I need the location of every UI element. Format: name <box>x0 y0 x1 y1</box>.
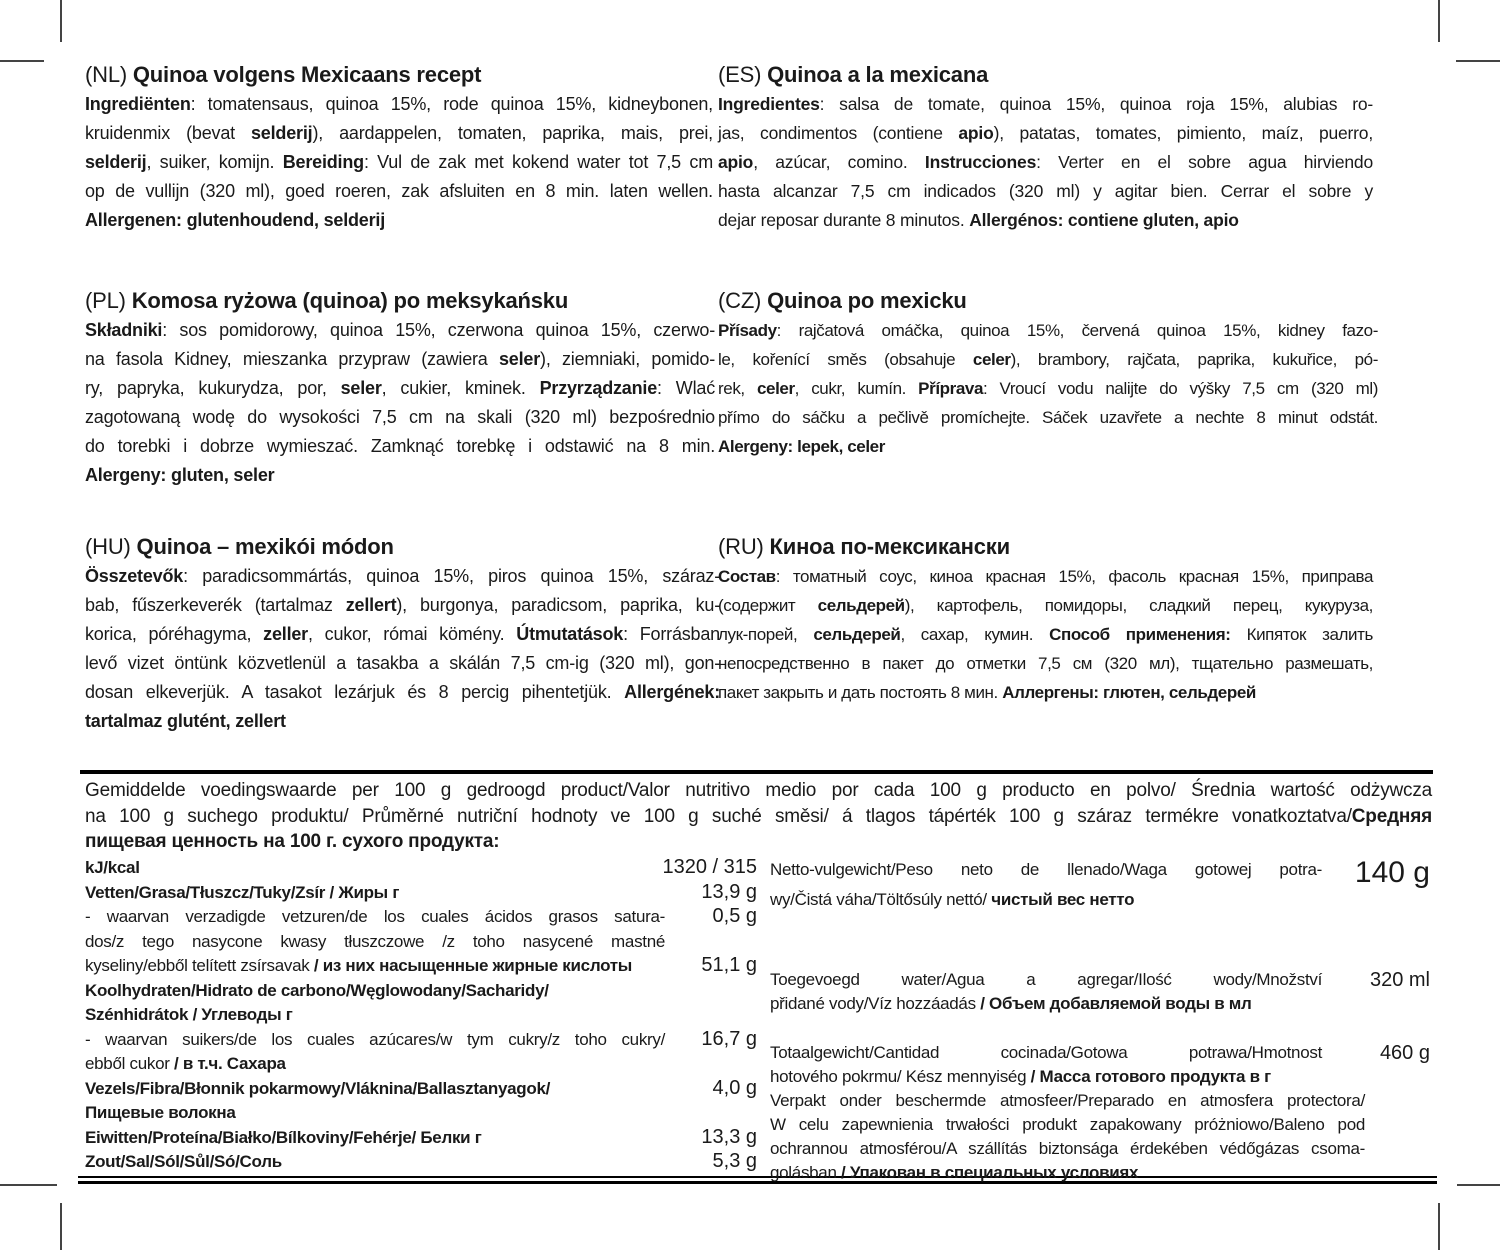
nutrient-label <box>85 1052 665 1077</box>
bold-text: Vezels/Fibra/Błonnik pokarmowy/Vláknina/Ballasztanyagok/ <box>85 1078 551 1098</box>
text-line <box>85 678 720 707</box>
text: Gemiddelde voedingswaarde per 100 g gedroogd product/Valor nutritivo medio por cada 100 g producto en polvo/ Średnia wartość odżywcza <box>85 780 1432 801</box>
bold-text: apio <box>958 123 994 143</box>
product-title: Киноа по-мексикански <box>769 534 1010 559</box>
section-nl <box>85 60 713 235</box>
bold-text: / Упакован в специальных условиях <box>841 1163 1139 1182</box>
info-row <box>770 1137 1430 1161</box>
text-line <box>85 90 713 119</box>
info-block <box>770 858 1430 912</box>
nutrient-row <box>85 905 757 930</box>
text-line <box>85 562 720 591</box>
product-title: Quinoa po mexicku <box>767 288 967 313</box>
text-line <box>85 649 720 678</box>
text-line <box>718 119 1373 148</box>
text: ), patatas, tomates, pimiento, maíz, puerro, <box>993 123 1373 143</box>
section-heading <box>718 532 1373 562</box>
bold-text: Alergeny: gluten, seler <box>85 465 275 485</box>
section-ru <box>718 532 1373 707</box>
info-label <box>770 858 1322 882</box>
info-label <box>770 968 1322 992</box>
nutrient-label <box>85 1003 665 1028</box>
product-title: Quinoa – mexikói módon <box>136 534 394 559</box>
text: op de vullijn (320 ml), goed roeren, zak afsluiten en 8 min. laten wellen. <box>85 181 713 201</box>
bold-text: Vetten/Grasa/Tłuszcz/Tuky/Zsír / Жиры г <box>85 882 400 902</box>
bold-text: Przyrządzanie <box>539 378 658 398</box>
text-line <box>718 206 1373 235</box>
nutrient-value: 13,9 g <box>701 880 757 903</box>
nutrition-header <box>85 778 1432 855</box>
nutrient-value: 13,3 g <box>701 1125 757 1148</box>
language-code: (CZ) <box>718 288 768 313</box>
text-line <box>85 345 715 374</box>
info-label <box>770 992 1322 1016</box>
section-heading <box>718 286 1378 316</box>
text-line <box>85 707 720 736</box>
bold-text: пищевая ценность на 100 г. сухого продукта: <box>85 831 500 852</box>
nutrient-row <box>85 1126 757 1151</box>
nutrient-row <box>85 1052 757 1077</box>
text: : Forrásban <box>623 624 720 644</box>
text-line <box>718 90 1373 119</box>
nutrient-label <box>85 1101 665 1126</box>
bold-text: Koolhydraten/Hidrato de carbono/Węglowodany/Sacharidy/ <box>85 980 549 1000</box>
text-line <box>718 649 1373 678</box>
text: le, kořenící směs (obsahuje <box>718 350 973 369</box>
text: dosan elkeverjük. A tasakot lezárjuk és 8 percig pihentetjük. <box>85 682 625 702</box>
text: W celu zapewnienia trwałości produkt zapakowany próżniowo/Baleno pod <box>770 1115 1365 1134</box>
cropmark-top-left-h <box>0 60 44 62</box>
nutrient-row <box>85 1150 757 1175</box>
bold-text: zellert <box>345 595 397 615</box>
nutrition-top-rule <box>80 770 1433 774</box>
bold-text: Zout/Sal/Sól/Sůl/Só/Соль <box>85 1152 282 1171</box>
nutrient-row <box>85 856 757 881</box>
text-line <box>85 461 715 490</box>
info-value: 460 g <box>1379 1042 1430 1064</box>
text: ), aardappelen, tomaten, paprika, mais, prei, <box>312 123 713 143</box>
bold-text: Składniki <box>85 320 163 340</box>
info-row <box>770 1161 1430 1185</box>
text-line <box>85 620 720 649</box>
text: ), burgonya, paradicsom, paprika, ku- <box>396 595 720 615</box>
cropmark-top-left-v <box>60 0 62 42</box>
bold-text: Příprava <box>918 379 984 398</box>
text: Totaalgewicht/Cantidad cocinada/Gotowa potrawa/Hmotnost <box>770 1043 1322 1062</box>
text: hasta alcanzar 7,5 cm indicados (320 ml) y agitar bien. Cerrar el sobre y <box>718 181 1373 201</box>
product-title: Komosa ryżowa (quinoa) po meksykańsku <box>131 288 569 313</box>
text: Toegevoegd water/Agua a agregar/Ilość wody/Množství <box>770 970 1322 989</box>
text: Кипяток залить <box>1230 625 1373 644</box>
nutrient-label <box>85 1126 665 1151</box>
cropmark-top-right-h <box>1456 60 1500 62</box>
info-row <box>770 1089 1430 1113</box>
nutrient-row <box>85 1003 757 1028</box>
bold-text: / Масса готового продукта в г <box>1030 1067 1271 1086</box>
text: přímo do sáčku a pečlivě promíchejte. Sáček uzavřete a nechte 8 minut odstát. <box>718 408 1378 427</box>
text: : Vul de zak met kokend water tot 7,5 cm <box>363 152 713 172</box>
info-label <box>770 1089 1365 1113</box>
text: Verpakt onder beschermde atmosfeer/Preparado en atmosfera protectora/ <box>770 1091 1365 1110</box>
info-label <box>770 888 1322 912</box>
section-heading <box>718 60 1373 90</box>
bold-text: / Объем добавляемой воды в мл <box>980 994 1252 1013</box>
section-cz <box>718 286 1378 461</box>
nutrient-value: 1320 / 315 <box>662 856 757 878</box>
text: Netto-vulgewicht/Peso neto de llenado/Waga gotowej potra- <box>770 860 1322 879</box>
nutrient-label <box>85 1077 665 1102</box>
nutrient-value: 16,7 g <box>701 1027 757 1050</box>
nutrient-row <box>85 954 757 979</box>
text: rek, <box>718 379 757 398</box>
text-line <box>718 678 1373 707</box>
text: do torebki i dobrze wymieszać. Zamknąć torebkę i odstawić na 8 min. <box>85 436 715 456</box>
text: bab, fűszerkeverék (tartalmaz <box>85 595 346 615</box>
weights-and-packaging <box>770 858 1430 1185</box>
bold-text: Allergenen: glutenhoudend, selderij <box>85 210 386 230</box>
text: , azúcar, comino. <box>753 152 925 172</box>
info-label <box>770 1137 1365 1161</box>
bold-text: Ingredientes <box>718 94 820 114</box>
text: hotového pokrmu/ Kész mennyiség <box>770 1067 1031 1086</box>
text: dos/z tego nasycone kwasy tłuszczowe /z toho nasycené mastné <box>85 931 665 951</box>
info-row <box>770 858 1430 888</box>
nutrient-label <box>85 881 665 906</box>
text: , cukor, római kömény. <box>308 624 517 644</box>
text: ), ziemniaki, pomido- <box>540 349 715 369</box>
nutrient-label <box>85 1150 665 1175</box>
text: ), brambory, rajčata, paprika, kukuřice, pó- <box>1010 350 1378 369</box>
bold-text: сельдерей <box>813 625 901 644</box>
text: levő vizet öntünk közvetlenül a tasakba a skálán 7,5 cm-ig (320 ml), gon- <box>85 653 720 673</box>
text-line <box>718 374 1378 403</box>
section-hu <box>85 532 720 736</box>
bold-text: / в т.ч. Сахара <box>174 1054 286 1073</box>
bold-text: Bereiding <box>282 152 364 172</box>
bold-text: Пищевые волокна <box>85 1103 236 1122</box>
nutrient-label <box>85 979 665 1004</box>
section-heading <box>85 532 720 562</box>
language-code: (PL) <box>85 288 132 313</box>
text: : томатный соус, киноа красная 15%, фасоль красная 15%, приправа <box>775 567 1373 586</box>
bold-text: Allergénos: contiene gluten, apio <box>969 210 1239 230</box>
text-line <box>85 374 715 403</box>
text-line <box>718 432 1378 461</box>
bold-text: Szénhidrátok / Углеводы г <box>85 1005 293 1024</box>
bold-text: celer <box>756 379 795 398</box>
text-line <box>85 119 713 148</box>
section-heading <box>85 286 715 316</box>
bold-text: Alergeny: lepek, celer <box>718 437 885 456</box>
bold-text: Аллергены: глютен, сельдерей <box>1002 683 1256 702</box>
info-label <box>770 1113 1365 1137</box>
text: ebből cukor <box>85 1054 175 1073</box>
nutrient-value: 0,5 g <box>712 905 757 927</box>
text-line <box>85 206 713 235</box>
text: na fasola Kidney, mieszanka przypraw (zawiera <box>85 349 499 369</box>
info-label <box>770 1161 1365 1185</box>
text: ry, papryka, kukurydza, por, <box>85 378 341 398</box>
bold-text: Состав <box>718 567 776 586</box>
nutrient-label <box>85 1028 665 1053</box>
text: - waarvan verzadigde vetzuren/de los cuales ácidos grasos satura- <box>85 907 665 926</box>
text: kyseliny/ebből telített zsírsavak <box>85 956 314 975</box>
text: , cukr, kumín. <box>794 379 919 398</box>
text: непосредственно в пакет до отметки 7,5 см (320 мл), тщательно размешать, <box>718 654 1373 673</box>
info-row <box>770 1065 1430 1089</box>
bold-text: Útmutatások <box>516 624 624 644</box>
text: : salsa de tomate, quinoa 15%, quinoa roja 15%, alubias ro- <box>819 94 1373 114</box>
language-code: (RU) <box>718 534 770 559</box>
nutrient-value: 5,3 g <box>712 1150 757 1172</box>
text: jas, condimentos (contiene <box>718 123 959 143</box>
text-line <box>85 403 715 432</box>
nutrition-header-line <box>85 804 1432 830</box>
bold-text: seler <box>340 378 382 398</box>
nutrient-row <box>85 979 757 1004</box>
text-line <box>85 316 715 345</box>
nutrient-label <box>85 856 662 881</box>
text: , suiker, komijn. <box>146 152 283 172</box>
nutrient-row <box>85 1077 757 1102</box>
bold-text: selderij <box>251 123 313 143</box>
text: wy/Čistá váha/Töltősúly nettó/ <box>770 890 992 909</box>
text: ochrannou atmosférou/A szállítás biztonsága érdekében védőgázas csoma- <box>770 1139 1365 1158</box>
bold-text: Ingrediënten <box>85 94 191 114</box>
cropmark-bottom-left-h <box>0 1184 57 1186</box>
bold-text: Allergének: <box>624 682 720 702</box>
text: : sos pomidorowy, quinoa 15%, czerwona quinoa 15%, czerwo- <box>162 320 715 340</box>
cropmark-bottom-left-v <box>60 1203 62 1250</box>
nutrient-row <box>85 881 757 906</box>
text-line <box>85 591 720 620</box>
text: : paradicsommártás, quinoa 15%, piros quinoa 15%, száraz- <box>183 566 720 586</box>
text: kruidenmix (bevat <box>85 123 251 143</box>
info-row <box>770 968 1430 992</box>
cropmark-bottom-right-v <box>1438 1203 1440 1250</box>
bold-text: seler <box>498 349 541 369</box>
text-line <box>85 432 715 461</box>
text: - waarvan suikers/de los cuales azúcares/w tym cukry/z toho cukry/ <box>85 1029 665 1049</box>
text-line <box>718 403 1378 432</box>
text: : Verter en el sobre agua hirviendo <box>1036 152 1373 172</box>
text-line <box>718 148 1373 177</box>
bold-text: Способ применения: <box>1049 625 1231 644</box>
info-label <box>770 1041 1322 1065</box>
info-row <box>770 992 1430 1016</box>
text-line <box>85 148 713 177</box>
bold-text: Instrucciones <box>924 152 1037 172</box>
text: dejar reposar durante 8 minutos. <box>718 210 970 230</box>
bold-text: celer <box>972 350 1011 369</box>
cropmark-top-right-v <box>1438 0 1440 42</box>
product-title: Quinoa volgens Mexicaans recept <box>132 62 482 87</box>
nutrient-row <box>85 930 757 955</box>
nutrition-table <box>85 856 757 1175</box>
bold-text: tartalmaz glutént, zellert <box>85 711 286 731</box>
nutrient-value: 4,0 g <box>712 1076 757 1099</box>
bold-text: Összetevők <box>85 566 184 586</box>
product-title: Quinoa a la mexicana <box>767 62 989 87</box>
text-line <box>718 620 1373 649</box>
text: лук-порей, <box>718 625 814 644</box>
text: : tomatensaus, quinoa 15%, rode quinoa 15%, kidneybonen, <box>190 94 713 114</box>
nutrient-label <box>85 954 665 979</box>
text: golásban <box>770 1163 842 1182</box>
bold-text: apio <box>718 152 754 172</box>
nutrient-row <box>85 1028 757 1053</box>
text-line <box>718 345 1378 374</box>
bold-text: сельдерей <box>817 596 905 615</box>
section-es <box>718 60 1373 235</box>
text-line <box>718 562 1373 591</box>
nutrition-header-line <box>85 829 1432 855</box>
text: ), картофель, помидоры, сладкий перец, кукуруза, <box>904 596 1373 615</box>
bold-text: zeller <box>263 624 308 644</box>
section-pl <box>85 286 715 490</box>
text: пакет закрыть и дать постоять 8 мин. <box>718 683 1003 702</box>
cropmark-bottom-right-h <box>1457 1184 1500 1186</box>
info-block <box>770 1041 1430 1185</box>
language-code: (NL) <box>85 62 133 87</box>
text: , сахар, кумин. <box>900 625 1050 644</box>
info-row <box>770 1041 1430 1065</box>
bold-text: Средняя <box>1351 805 1432 827</box>
nutrient-label <box>85 930 665 955</box>
text-line <box>718 316 1378 345</box>
text: zagotowaną wodę do wysokości 7,5 cm na skali (320 ml) bezpośrednio <box>85 407 715 427</box>
language-code: (ES) <box>718 62 768 87</box>
nutrient-value: 51,1 g <box>701 954 757 976</box>
text: (содержит <box>718 596 818 615</box>
text: přidané vody/Víz hozzáadás <box>770 994 981 1013</box>
bold-text: Přísady <box>718 321 777 340</box>
info-label <box>770 1065 1322 1089</box>
language-code: (HU) <box>85 534 137 559</box>
text-line <box>718 177 1373 206</box>
bold-text: Eiwitten/Proteína/Białko/Bílkoviny/Fehérje/ Белки г <box>85 1127 482 1147</box>
text: , cukier, kminek. <box>381 378 540 398</box>
info-value: 320 ml <box>1369 969 1430 991</box>
bold-text: / из них насыщенные жирные кислоты <box>313 956 632 975</box>
text: korica, póréhagyma, <box>85 624 264 644</box>
info-row <box>770 888 1430 912</box>
text: : Wlać <box>657 378 715 398</box>
nutrition-header-line <box>85 778 1432 804</box>
text-line <box>85 177 713 206</box>
info-value: 140 g <box>1354 856 1430 889</box>
nutrient-row <box>85 1101 757 1126</box>
text: : rajčatová omáčka, quinoa 15%, červená quinoa 15%, kidney fazo- <box>776 321 1378 340</box>
nutrient-label <box>85 905 665 930</box>
section-heading <box>85 60 713 90</box>
bold-text: selderij <box>85 152 147 172</box>
text-line <box>718 591 1373 620</box>
info-block <box>770 968 1430 1016</box>
bold-text: чистый вес нетто <box>991 890 1135 909</box>
text: : Vroucí vodu nalijte do výšky 7,5 cm (320 ml) <box>983 379 1379 398</box>
text: na 100 g suchego produktu/ Průměrné nutriční hodnoty ve 100 g suché směsi/ á tlagos tápérték 100 g száraz termékre vonatkoztatva/ <box>85 805 1352 827</box>
bold-text: kJ/kcal <box>85 858 140 877</box>
info-row <box>770 1113 1430 1137</box>
